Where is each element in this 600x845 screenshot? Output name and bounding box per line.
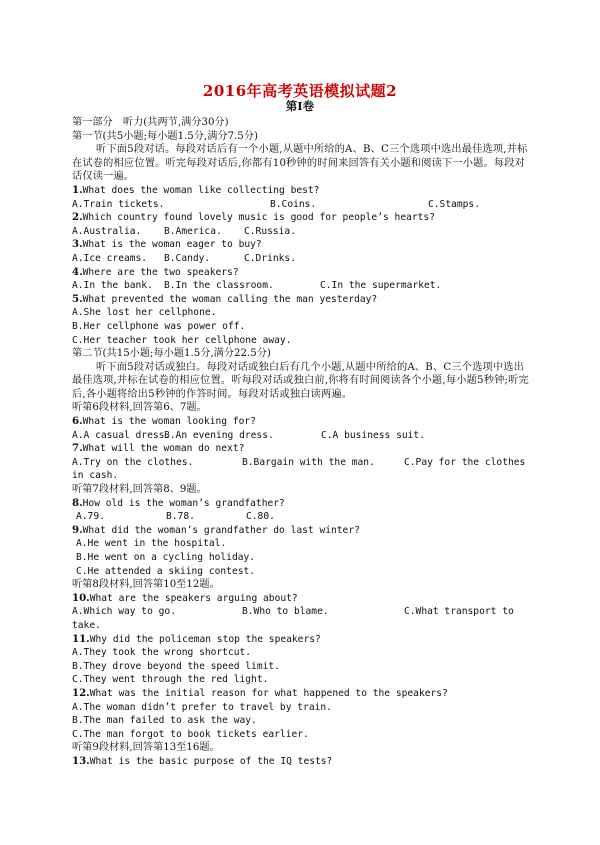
question-number: 11. — [72, 632, 90, 645]
option-b: B.He went on a cycling holiday. — [76, 552, 256, 563]
option-a: A.Try on the clothes. — [72, 456, 194, 468]
option-c: C.Her teacher took her cellphone away. — [72, 334, 292, 346]
option-b: B.78. — [166, 511, 195, 523]
option-a: A.They took the wrong shortcut. — [72, 647, 252, 659]
option-b: B.America. — [164, 225, 222, 237]
option-a: A.The woman didn’t prefer to travel by train. — [72, 701, 332, 713]
options-row — [72, 252, 532, 266]
question — [72, 293, 532, 307]
paper-section-label: 第Ⅰ卷 — [285, 99, 315, 113]
question-text: Which country found lovely music is good for people’s hearts? — [82, 212, 435, 224]
part-heading: 第一部分 听力(共两节,满分30分) — [72, 117, 229, 128]
question-number: 6. — [72, 415, 83, 428]
question-text: What does the woman like collecting best? — [82, 184, 320, 196]
option-a: A.Australia. — [72, 225, 142, 237]
section-instructions: 听下面5段对话或独白。每段对话或独白后有几个小题,从题中所给的A、B、C三个选项中选出最佳选项,并标在试卷的相应位置。听每段对话或独白前,你将有时间阅读各个小题,每小题5秒钟;听完后,各小题将给出5秒钟的作答时间。每段对话或独白读两遍。 — [72, 361, 529, 400]
question-text: What is the woman looking for? — [82, 416, 256, 428]
question-number: 2. — [72, 211, 83, 224]
material-heading: 听第7段材料,回答第8、9题。 — [72, 484, 207, 496]
exam-content — [72, 116, 532, 769]
question-number: 1. — [72, 183, 83, 196]
option-a: A.A casual dress. — [72, 429, 171, 441]
question-text: What is the woman eager to buy? — [82, 239, 262, 251]
option-c: C.Pay for the clothes — [404, 456, 526, 468]
option-c: C.In the supermarket. — [320, 280, 442, 292]
option-c-continued: in cash. — [72, 470, 119, 482]
option-a: A.In the bank. — [72, 280, 153, 292]
material-heading: 听第9段材料,回答第13至16题。 — [72, 742, 220, 754]
question — [72, 415, 532, 429]
question-text: What are the speakers arguing about? — [89, 592, 298, 604]
option-b: B.Who to blame. — [242, 606, 329, 618]
question-text: How old is the woman’s grandfather? — [82, 497, 285, 509]
option-a: A.He went in the hospital. — [76, 538, 227, 550]
option-c: C.Russia. — [244, 225, 296, 237]
options-row — [72, 429, 532, 443]
question-text: What prevented the woman calling the man yesterday? — [82, 293, 378, 305]
option-b: B.Candy. — [164, 252, 211, 264]
question-text: What did the woman’s grandfather do last winter? — [82, 524, 360, 536]
question — [72, 633, 532, 647]
question — [72, 184, 532, 198]
option-c-continued: take. — [72, 619, 101, 631]
option-c: C.Stamps. — [428, 198, 480, 210]
option-a: A.Train tickets. — [72, 198, 165, 210]
question — [72, 687, 532, 701]
option-b: B.An evening dress. — [164, 429, 274, 441]
option-b: B.In the classroom. — [164, 280, 274, 292]
options-row — [72, 456, 532, 470]
question — [72, 524, 532, 538]
question-number: 10. — [72, 591, 90, 604]
option-b: B.Bargain with the man. — [242, 456, 375, 468]
option-c: C.The man forgot to book tickets earlier. — [72, 728, 309, 740]
question-number: 4. — [72, 265, 83, 278]
option-c: C.Drinks. — [244, 252, 296, 264]
option-b: B.Her cellphone was power off. — [72, 320, 246, 332]
question-text: What was the initial reason for what happened to the speakers? — [89, 687, 448, 699]
question-number: 8. — [72, 496, 83, 509]
options-row — [72, 198, 532, 212]
options-row — [72, 279, 532, 293]
section-instructions: 听下面5段对话。每段对话后有一个小题,从题中所给的A、B、C三个选项中选出最佳选项,并标在试卷的相应位置。听完每段对话后,你都有10秒钟的时间来回答有关小题和阅读下一小题。每段对话仅读一遍。 — [72, 144, 528, 183]
question-text: Why did the policeman stop the speakers? — [89, 633, 321, 645]
material-heading: 听第6段材料,回答第6、7题。 — [72, 402, 207, 414]
material-heading: 听第8段材料,回答第10至12题。 — [72, 579, 220, 591]
question — [72, 211, 532, 225]
page-title: 2016年高考英语模拟试题2 — [202, 82, 398, 100]
question-number: 5. — [72, 292, 83, 305]
option-a: A.Which way to go. — [72, 606, 176, 618]
question-number: 13. — [72, 754, 90, 767]
question-text: Where are the two speakers? — [82, 266, 239, 278]
question — [72, 755, 532, 769]
option-a: A.She lost her cellphone. — [72, 307, 217, 319]
section-heading: 第二节(共15小题;每小题1.5分,满分22.5分) — [72, 348, 271, 360]
question-number: 12. — [72, 686, 90, 699]
options-row — [72, 225, 532, 239]
option-c: C.They went through the red light. — [72, 674, 269, 686]
question-text: What will the woman do next? — [82, 443, 245, 455]
question — [72, 592, 532, 606]
question — [72, 238, 532, 252]
question-number: 3. — [72, 238, 83, 251]
section-heading: 第一节(共5小题;每小题1.5分,满分7.5分) — [72, 130, 258, 142]
question — [72, 497, 532, 511]
question — [72, 266, 532, 280]
option-a: A.79. — [76, 511, 105, 523]
question-number: 9. — [72, 523, 83, 536]
option-b: B.Coins. — [270, 198, 317, 210]
option-c: C.What transport to — [404, 606, 514, 618]
question — [72, 442, 532, 456]
option-b: B.They drove beyond the speed limit. — [72, 660, 280, 672]
option-c: C.A business suit. — [321, 429, 425, 441]
option-c: C.He attended a skiing contest. — [76, 565, 256, 577]
option-a: A.Ice creams. — [72, 252, 148, 264]
question-text: What is the basic purpose of the IQ tests? — [89, 755, 333, 767]
options-row — [72, 510, 532, 524]
option-c: C.80. — [246, 511, 275, 523]
options-row — [72, 605, 532, 619]
option-b: B.The man failed to ask the way. — [72, 715, 257, 727]
question-number: 7. — [72, 442, 83, 455]
